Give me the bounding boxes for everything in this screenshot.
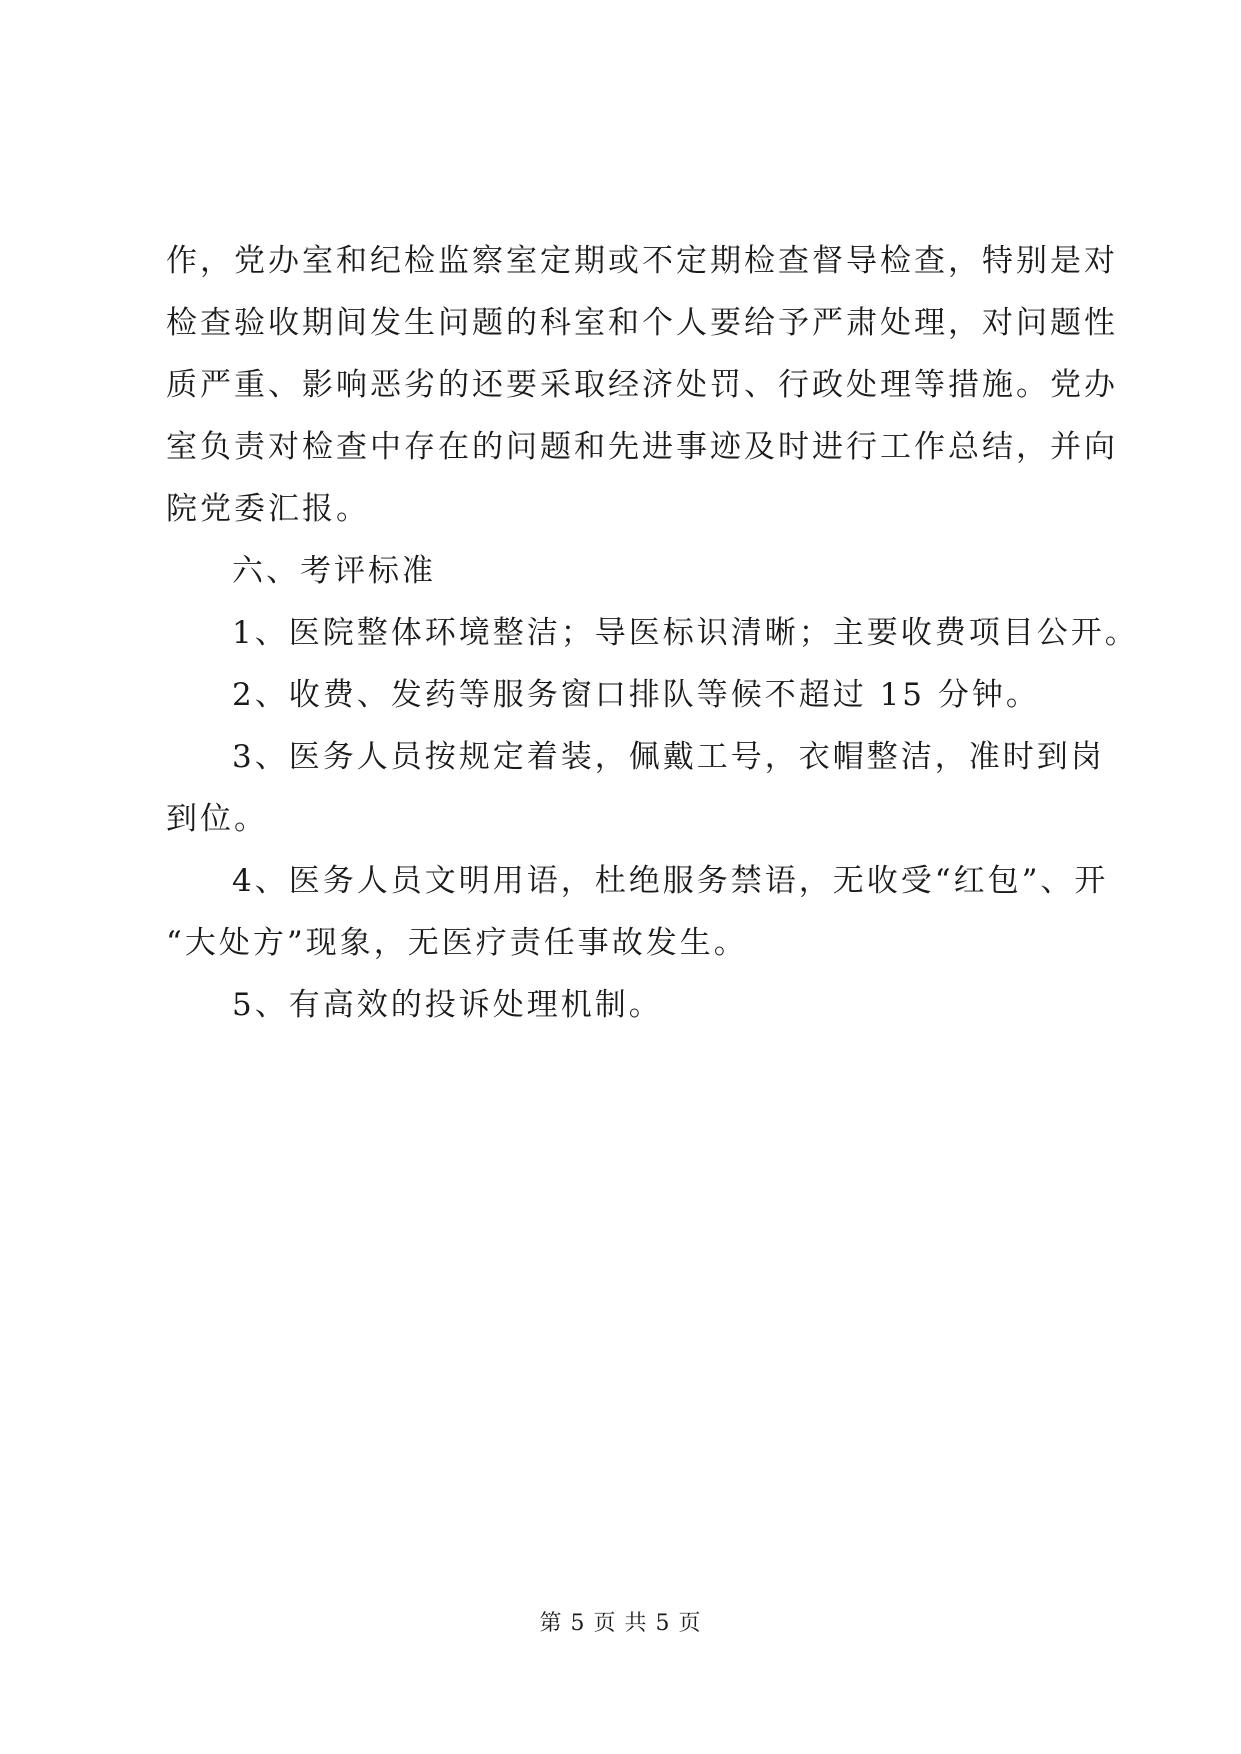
text-line: 院党委汇报。 — [166, 491, 370, 527]
text-line: 3、医务人员按规定着装，佩戴工号，衣帽整洁，准时到岗 — [232, 739, 1105, 775]
text-line: 4、医务人员文明用语，杜绝服务禁语，无收受“红包”、开 — [232, 863, 1109, 899]
list-item-5: 5、有高效的投诉处理机制。 — [232, 987, 663, 1023]
page-number-footer: 第 5 页 共 5 页 — [539, 1611, 702, 1636]
text-line: 作，党办室和纪检监察室定期或不定期检查督导检查，特别是对 — [166, 243, 1118, 279]
text-line: 室负责对检查中存在的问题和先进事迹及时进行工作总结，并向 — [166, 429, 1118, 465]
list-item-4 — [166, 850, 1109, 974]
text-line: 检查验收期间发生问题的科室和个人要给予严肃处理，对问题性 — [166, 305, 1118, 341]
text-line: 质严重、影响恶劣的还要采取经济处罚、行政处理等措施。党办 — [166, 367, 1118, 403]
list-item-2: 2、收费、发药等服务窗口排队等候不超过 15 分钟。 — [232, 677, 1040, 713]
list-item-3 — [166, 726, 1105, 850]
paragraph-inspection — [166, 230, 1118, 540]
document-body — [166, 230, 1139, 1036]
section-heading-evaluation-standards: 六、考评标准 — [232, 553, 436, 589]
list-item-1: 1、医院整体环境整洁；导医标识清晰；主要收费项目公开。 — [232, 615, 1139, 651]
text-line: 到位。 — [166, 801, 268, 837]
text-line: “大处方”现象，无医疗责任事故发生。 — [166, 925, 748, 961]
